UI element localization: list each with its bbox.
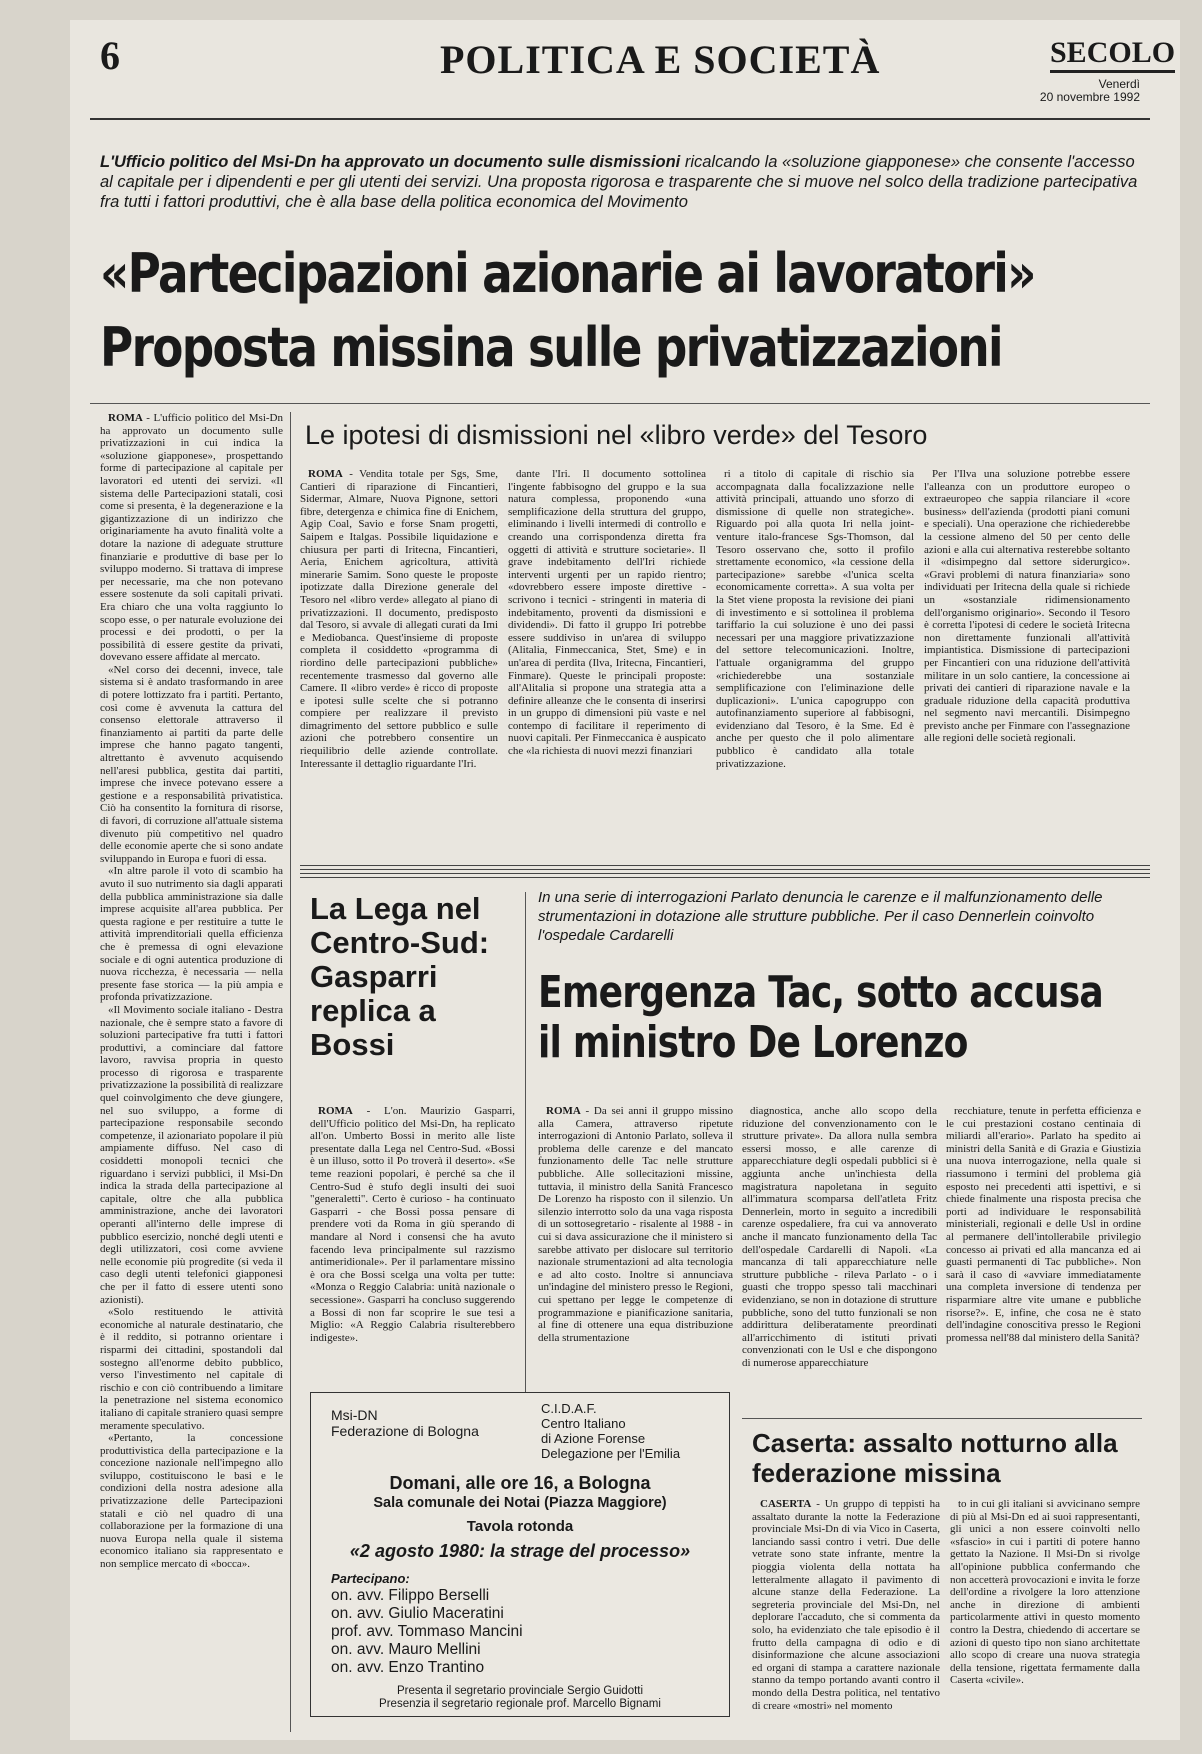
caserta-col-1 (752, 1498, 940, 1723)
notice-participants-list (331, 1587, 523, 1677)
libro-verde-col-1 (300, 468, 498, 853)
libro-verde-col-3 (716, 468, 914, 853)
notice-participant: prof. avv. Tommaso Mancini (331, 1623, 523, 1640)
main-body-lead: ROMA (108, 412, 143, 424)
issue-date (1030, 78, 1140, 104)
notice-presenters (311, 1685, 729, 1711)
notice-participants-label: Partecipano: (331, 1571, 410, 1586)
notice-participant: on. avv. Giulio Maceratini (331, 1605, 504, 1622)
main-kicker-bold: L'Ufficio politico del Msi-Dn ha approvato un documento sulle dismissioni (100, 153, 681, 171)
notice-format: Tavola rotonda (466, 1518, 574, 1535)
tac-text-3: recchiature, tenute in perfetta efficienza e le cui prestazioni costano centinaia di miliardi all'erario». Parlato ha spedito ai ministri della Sanità e di Grazia e Giustizia una nuova interrogazione, nella quale si riassumono i termini del problema già esposto nei precedenti atti ispettivi, e si chiede finalmente una risposta precisa che porti ad individuare le responsabilità ministeriali, regionali e delle Usl in ordine al permanere dell'intollerabile privilegio concesso ai privati ed alla mancanza ed ai guasti permanenti di Tac pubbliche». Non sarà il caso di «avviare immediatamente una completa inversione di tendenza per risparmiare altre vite umane e pubbliche risorse?». E, infine, che cosa ne è stato dell'indagine conoscitiva presso le Regioni promessa nell'88 dal ministero della Sanità? (946, 1105, 1141, 1344)
caserta-headline: Caserta: assalto notturno alla federazione missina (752, 1428, 1118, 1488)
tac-col-2 (742, 1105, 937, 1410)
main-headline-1: «Partecipazioni azionarie ai lavoratori» (100, 242, 1035, 305)
page-number: 6 (100, 33, 120, 78)
section-title: POLITICA E SOCIETÀ (440, 37, 881, 82)
tac-lead: ROMA (546, 1105, 581, 1117)
main-kicker (100, 152, 1140, 212)
section-divider-stripes (300, 865, 1150, 879)
caserta-top-rule (742, 1418, 1142, 1419)
caserta-text-1: - Un gruppo di teppisti ha assaltato durante la notte la Federazione provinciale Msi-Dn di via Vico in Caserta, lanciando sassi contro i vetri. Due delle vetrate sono state infrante, mentre la pioggia violenta della nottata ha letteralmente allagato il pavimento di alcune stanze della Federazione. La segreteria provinciale del Msi-Dn, nel deplorare l'accaduto, che si commenta da solo, ha evidenziato che tale episodio è il frutto della campagna di odio e di disinformazione che alcune associazioni ed organi di stampa a carattere nazionale stanno da tempo portando avanti contro il mondo della Destra politica, nel tentativo di creare «mostri» nel momento (752, 1498, 940, 1712)
notice-org-left (331, 1407, 479, 1439)
lega-text: - L'on. Maurizio Gasparri, dell'Ufficio politico del Msi-Dn, ha replicato all'on. Umberto Bossi in merito alle liste presentate dalla Lega nel Centro-Sud. «Bossi è un illuso, sotto il Po troverà il deserto». «Se teme reazioni popolari, è perché sa che il Centro-Sud è stufo degli insulti dei suoi "generaletti". Certo è curioso - ha continuato Gasparri - che Bossi possa pensare di prendere voti da Roma in giù sperando di mandare al Nord i consensi che ha avuto facendo leva principalmente sul razzismo antimeridionale». Per il parlamentare missino è ora che Bossi scelga una volta per tutte: «Monza o Reggio Calabria: unità nazionale o secessione». Gasparri ha concluso suggerendo a Bossi di non far scoprire le sue tesi a Miglio: «A Reggio Calabria risulterebbero indigeste». (310, 1105, 515, 1344)
main-body-p5: «Solo restituendo le attività economiche al naturale destinatario, che è il reddito, si potranno orientare i risparmi dei cittadini, spostandoli dal sostegno all'enorme debito pubblico, verso l'investimento nel capitale di rischio e con ciò contribuendo a limitare la penetrazione nel sistema economico italiano di capitale straniero quasi sempre meramente speculativo. (100, 1306, 283, 1432)
headline-rule (90, 403, 1150, 404)
caserta-col-2 (950, 1498, 1140, 1723)
tac-col-3 (946, 1105, 1141, 1410)
notice-org-left-1: Msi-DN (331, 1407, 378, 1423)
libro-verde-col-2 (508, 468, 706, 853)
tac-col-1 (538, 1105, 733, 1383)
notice-title: «2 agosto 1980: la strage del processo» (349, 1541, 691, 1561)
tac-kicker: In una serie di interrogazioni Parlato denuncia le carenze e il malfunzionamento delle strumentazioni in dotazione alle strutture pubbliche. Per il caso Dennerlein coinvolto l'ospedale Cardarelli (538, 889, 1103, 944)
main-body-p6: «Pertanto, la concessione produttivistica della partecipazione e la concezione nazionale nell'impegno allo sviluppo, costituiscono le basi e le condizioni della nostra adesione alla privatizzazione delle Partecipazioni statali e ciò nel quadro di una collaborazione per la formazione di una nuova Europa nella quale il sistema economico italiano sia rappresentato e non semplice mercato di «bocca». (100, 1432, 283, 1571)
notice-participant: on. avv. Enzo Trantino (331, 1659, 485, 1676)
notice-participant: on. avv. Filippo Berselli (331, 1587, 490, 1604)
libro-verde-headline: Le ipotesi di dismissioni nel «libro verde» del Tesoro (305, 420, 928, 450)
libro-verde-text-1: - Vendita totale per Sgs, Sme, Cantieri di riparazione di Fincantieri, Sidermar, Almare, Nuova Pignone, settori fibre, detergenza e chimica fine di Enichem, Agip Coal, Savio e forse Snam progetti, Saipem e Italgas. Possibile liquidazione e chiusura per parti di Iritecna, Fincantieri, Aeria, Enichem agricoltura, attività minerarie Samim. Sono queste le proposte ipotizzate dalla Direzione generale del Tesoro nel «libro verde» allegato al piano di privatizzazioni. Il documento, predisposto dal Tesoro, si avvale di allegati curati da Imi e Mediobanca. Quest'insieme di proposte completa il cosiddetto «programma di riordino delle partecipazioni pubbliche» recentemente trasmesso dal governo alle Camere. Il «libro verde» è ricco di proposte e ipotesi sulle scelte che si potranno compiere per realizzare il previsto dimagrimento del settore pubblico e sulle azioni che potrebbero consentire un riequilibrio delle aziende controllate. Interessante il dettaglio riguardante l'Iri. (300, 468, 498, 770)
notice-org-right-1: C.I.D.A.F. (541, 1401, 597, 1416)
tac-headline-2: il ministro De Lorenzo (538, 1017, 968, 1068)
caserta-lead: CASERTA (760, 1498, 812, 1510)
main-kicker-rest: ricalcando la «soluzione giapponese» che consente l'accesso al capitale per i dipendenti e per gli utenti dei servizi. Una proposta rigorosa e trasparente che si muove nel solco della tradizione partecipativa fra tutti i fattori produttivi, che è alla base della politica economica del Movimento (100, 153, 1138, 211)
main-body-p4: «Il Movimento sociale italiano - Destra nazionale, che è sempre stato a favore di soluzioni partecipative fra tutti i fattori produttivi, a cominciare dal fattore lavoro, ravvisa propria in questo processo di rigorosa e trasparente privatizzazione la possibilità di realizzare quel coinvolgimento che deve giungere, nel suo sviluppo, a forme di partecipazione responsabile secondo competenze, il azionariato popolare il più ampiamente diffuso. Nel caso di cosiddetti monopoli tecnici che riguardano i servizi pubblici, il Msi-Dn indica la strada della partecipazione al capitale, oltre che alla pubblica amministrazione, anche dei lavoratori operanti all'interno delle imprese di pubblico esercizio, nonché degli utenti e degli utilizzatori, così come avviene nelle economie più progredite (si veda il caso degli utenti telefonici giapponesi che per il fatto di essere utenti sono azionisti). (100, 1003, 283, 1306)
event-notice-box (310, 1392, 730, 1717)
main-body-p3: «In altre parole il voto di scambio ha avuto il suo nutrimento sia dagli apparati della pubblica amministrazione sia dalle imprese acquisite all'area pubblica. Per questa ragione e per restituire a tutte le attività imprenditoriali quella efficienza che è premessa di ogni elevazione sociale e di ogni autentica produzione di nuova ricchezza, è necessaria — nella presente fase storica — la più ampia e profonda privatizzazione. (100, 865, 283, 1004)
lega-headline: La Lega nel Centro-Sud: Gasparri replica a Bossi (310, 891, 490, 1062)
main-body-p2: «Nel corso dei decenni, invece, tale sistema si è andato trasformando in aree di potere lottizzato fra i partiti. Pertanto, così come è avvenuta la cattura del consenso elettorale attraverso il finanziamento ai partiti da parte delle imprese che hanno pagato tangenti, altrettanto è avvenuto acquisendo nell'aresi pubblica, gestita dai partiti, imprese che invece potevano essere a gestione e a responsabilità privatistica. Ciò ha consentito la fornitura di risorse, di favori, di corruzione all'attuale sistema divenuto più competitivo nel quadro delle economie aperte che si sono andate sviluppando in Europa e fuori di essa. (100, 663, 283, 865)
issue-day: Venerdì (1098, 77, 1140, 91)
main-headline-2: Proposta missina sulle privatizzazioni (100, 316, 1002, 379)
libro-verde-text-4: Per l'Ilva una soluzione potrebbe essere l'alleanza con un produttore europeo o extraeuropeo che sappia rilanciare il «core business» dell'azienda (prodotti piani comuni e speciali). Una operazione che richiederebbe la cessione almeno del 50 per cento delle azioni e alla cui alternativa resterebbe soltanto il «disimpegno dal settore siderurgico». «Gravi problemi di natura finanziaria» sono individuati per Iritecna della quale si richiede un «sostanziale ridimensionamento dell'organismo originario». Secondo il Tesoro è corretta l'ipotesi di cedere le società Iritecna non direttamente funzionali all'attività impiantistica. Dismissione di partecipazioni per Fincantieri con una riduzione dell'attività militare in un solo cantiere, la concessione ai privati dei cantieri di riparazione navale e la graduale riduzione della capacità produttiva nel segmento navi mercantili. Disimpegno previsto anche per Finmare con l'assegnazione alle regioni delle società regionali. (924, 468, 1130, 745)
header-rule (90, 118, 1150, 120)
newspaper-logo: SECOLO (1050, 36, 1175, 73)
main-body-p1: - L'ufficio politico del Msi-Dn ha approvato un documento sulle privatizzazioni in cui indica la «soluzione giapponese», prospettando forme di partecipazione al capitale per lavoratori ed utenti dei servizi. «Il sistema delle Partecipazioni statali, così come si presenta, è la degenerazione e la gigantizzazione di un indirizzo che originariamente ha avuto finalità volte a dotare la nazione di adeguate strutture finanziarie e produttive di base per lo sviluppo moderno. Si trattava di imprese per necessarie, ma che non potevano essere sostenute da soli capitali privati. Era chiaro che una volta raggiunto lo scopo esse, o per naturale evoluzione dei processi e dei prodotti, o per la possibilità di essere gestite da privati, dovevano essere affidate al mercato. (100, 412, 283, 664)
notice-presents-1: Presenta il segretario provinciale Sergio Guidotti (396, 1685, 644, 1697)
tac-headline-1: Emergenza Tac, sotto accusa (538, 967, 1103, 1018)
notice-org-right-2: Centro Italiano (541, 1416, 626, 1431)
libro-verde-text-3: ri a titolo di capitale di rischio sia accompagnata dalla focalizzazione nelle attività principali, attuando uno sforzo di dismissione di quelle non strategiche». Riguardo poi alla quota Iri nella joint-venture italo-francese Sgs-Thomson, dal Tesoro osservano che, sotto il profilo strettamente economico, «la cessione della partecipazione» sarebbe «l'unica scelta economicamente corretta». A sua volta per la Stet viene proposta la revisione dei piani di investimento e si sottolinea il problema tariffario la cui soluzione è uno dei passi necessari per una maggiore privatizzazione del settore telecomunicazioni. Inoltre, l'attuale organigramma del gruppo «richiederebbe una sostanziale semplificazione con l'eliminazione delle duplicazioni». L'unica capogruppo con autofinanziamento superiore al fabbisogni, evidenziano dal Tesoro, è la Sme. Ed è anche per questo che il polo alimentare pubblico è candidato alla totale privatizzazione. (716, 468, 914, 770)
notice-org-right-4: Delegazione per l'Emilia (541, 1446, 681, 1461)
notice-org-right-3: di Azione Forense (541, 1431, 646, 1446)
column-divider-left (290, 412, 291, 1732)
notice-when: Domani, alle ore 16, a Bologna (389, 1473, 651, 1493)
notice-where: Sala comunale dei Notai (Piazza Maggiore) (373, 1495, 667, 1511)
libro-verde-col-4 (924, 468, 1130, 853)
lega-article (310, 1105, 515, 1385)
notice-org-right (541, 1401, 680, 1461)
notice-participant: on. avv. Mauro Mellini (331, 1641, 481, 1658)
lega-lead: ROMA (318, 1105, 353, 1117)
libro-verde-lead: ROMA (308, 468, 343, 480)
tac-text-2: diagnostica, anche allo scopo della riduzione del convenzionamento con le strutture private». Da allora nulla sembra essersi mosso, e alle carenze di apparecchiature degli ospedali pubblici si è aggiunta anche un'inchiesta della magistratura napoletana in seguito all'immatura scomparsa dell'atleta Fritz Dennerlein, morto in seguito a incredibili carenze ospedaliere, fra cui va annoverato anche il mancato funzionamento della Tac dell'ospedale Cardarelli di Napoli. «La mancanza di tali apparecchiature nelle strutture pubbliche - rileva Parlato - o i guasti che troppo spesso tali macchinari evidenziano, se non in dotazione di strutture pubbliche, sono del tutto funzionali se non addirittura deliberatamente preordinati all'arricchimento di istituti privati convenzionati con le Usl e che dispongono di numerose apparecchiature (742, 1105, 937, 1369)
newspaper-page (70, 20, 1180, 1740)
caserta-text-2: to in cui gli italiani si avvicinano sempre di più al Msi-Dn ed ai suoi rappresentanti, gli unici a non essere coinvolti nello «sfascio» in cui i partiti di potere hanno gettato la Nazione. Il Msi-Dn si rivolge all'opinione pubblica confermando che non accetterà provocazioni e invita le forze dell'ordine a rivolgere la loro attenzione anche in direzione di ambienti particolarmente attivi in questo momento contro la Destra, chiedendo di accertare se azioni di questo tipo non siano architettate allo scopo di creare una nuova strategia della tensione, rigettata fermamente dalla Caserta «civile». (950, 1498, 1140, 1687)
main-article-column (100, 412, 283, 1732)
notice-org-left-2: Federazione di Bologna (331, 1423, 479, 1439)
issue-date-text: 20 novembre 1992 (1039, 90, 1140, 104)
libro-verde-text-2: dante l'Iri. Il documento sottolinea l'ingente fabbisogno del gruppo e la sua natura complessa, proponendo «una semplificazione della struttura del gruppo, eliminando i livelli intermedi di controllo e creando una corrispondenza diretta fra oggetti di attività e strutture societarie». Il grave indebitamento dell'Iri richiede interventi urgenti per un rapido rientro; «dovrebbero essere imposte direttive - scrivono i tecnici - stringenti in materia di indebitamento, proventi da dismissioni e dividendi». Di fatto il gruppo Iri potrebbe essere suddiviso in un'area di sviluppo (Alitalia, Finmeccanica, Stet, Sme) e in un'area di perdita (Ilva, Iritecna, Fincantieri, Finmare). Queste le principali proposte: all'Alitalia si propone una strategia atta a definire alleanze che le consenta di inserirsi in un gruppo di dimensioni più vaste e nel contempo di facilitare il reperimento di nuovi capitali. Per Finmeccanica è auspicato che «la richiesta di nuovi mezzi finanziari (508, 468, 706, 758)
tac-text-1: - Da sei anni il gruppo missino alla Camera, attraverso ripetute interrogazioni di Antonio Parlato, solleva il problema delle carenze e del mancato funzionamento delle Tac nelle strutture pubbliche. Alle sollecitazioni missine, tuttavia, il ministro della Sanità Francesco De Lorenzo ha risposto con il silenzio. Un silenzio interrotto solo da una vaga risposta di un sottosegretario - risalente al 1988 - in cui si dava assicurazione che il ministero si sarebbe attivato per dislocare sul territorio nazionale strumentazioni ad alta tecnologia e ad alto costo. Inoltre si annunciava un'indagine del ministero presso le Regioni, cui spettano per legge le competenze di programmazione e pianificazione sanitaria, al fine di ottenere una equa distribuzione della strumentazione (538, 1105, 733, 1344)
column-divider-lega (525, 892, 526, 1392)
notice-presents-2: Presenzia il segretario regionale prof. Marcello Bignami (379, 1698, 661, 1710)
